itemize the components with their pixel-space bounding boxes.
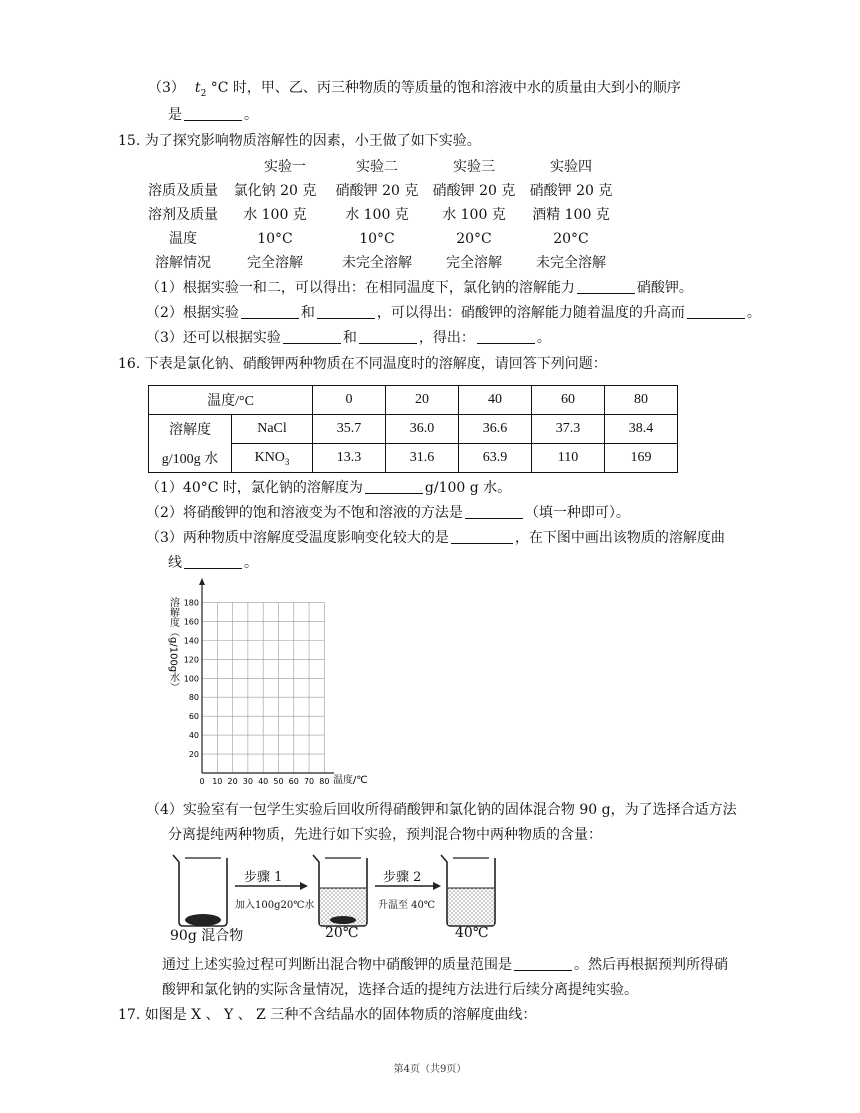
q14-part3-line1: （3） $t_2$ °C 时，甲、乙、丙三种物质的等质量的饱和溶液中水的质量由大到小的顺序 xyxy=(148,80,681,99)
y-tick-label: 160 xyxy=(183,617,199,627)
step1-label: 步骤 1 xyxy=(244,870,283,885)
x-tick-label: 50 xyxy=(273,777,284,786)
q15-part1: （1）根据实验一和二，可以得出：在相同温度下，氯化钠的溶解能力 硝酸钾。 xyxy=(146,280,693,296)
q16-part2: （2）将硝酸钾的饱和溶液变为不饱和溶液的方法是 （填一种即可）。 xyxy=(146,505,630,521)
q17-title: 17. 如图是 X 、 Y 、 Z 三种不含结晶水的固体物质的溶解度曲线： xyxy=(118,1007,537,1023)
solubility-label: 溶解度 xyxy=(149,415,232,444)
y-axis-label: 溶解度（g/100g水） xyxy=(167,597,179,693)
beaker-2-icon xyxy=(313,855,367,926)
q16-part1: （1）40°C 时，氯化钠的溶解度为 g/100 g 水。 xyxy=(146,480,512,496)
y-tick-label: 140 xyxy=(183,636,199,646)
answer-blank[interactable] xyxy=(577,279,635,294)
x-tick-label: 10 xyxy=(212,777,223,786)
answer-blank[interactable] xyxy=(365,479,423,494)
q16-part4-line2: 分离提纯两种物质，先进行如下实验，预判混合物中两种物质的含量： xyxy=(168,827,602,843)
x-tick-label: 20 xyxy=(227,777,238,786)
answer-blank[interactable] xyxy=(317,304,375,319)
answer-blank[interactable] xyxy=(477,329,535,344)
q15-part2: （2）根据实验 和 ，可以得出：硝酸钾的溶解能力随着温度的升高而 。 xyxy=(146,305,761,321)
answer-blank[interactable] xyxy=(184,554,242,569)
q15-row-solvent: 溶剂及质量 水 100 克 水 100 克 水 100 克 酒精 100 克 xyxy=(148,207,610,223)
nacl-label: NaCl xyxy=(232,415,313,444)
graph-grid xyxy=(202,602,324,773)
answer-blank[interactable] xyxy=(241,304,299,319)
answer-blank[interactable] xyxy=(359,329,417,344)
answer-blank[interactable] xyxy=(687,304,745,319)
y-tick-labels xyxy=(184,598,199,759)
y-tick-label: 60 xyxy=(188,712,199,722)
q15-row-temp: 温度 10°C 10°C 20°C 20°C xyxy=(169,231,589,247)
y-tick-label: 40 xyxy=(188,731,199,741)
step2-note: 升温至 40℃ xyxy=(378,900,436,911)
q14-part3-line2: 是 。 xyxy=(168,107,258,123)
x-tick-label: 0 xyxy=(199,777,205,786)
answer-blank[interactable] xyxy=(465,504,523,519)
x-axis-label: 温度/℃ xyxy=(333,775,368,786)
temp-header: 温度/°C xyxy=(149,386,313,415)
x-tick-label: 70 xyxy=(303,777,315,786)
step2-label: 步骤 2 xyxy=(383,870,422,885)
kno3-label: $KNO_3$ xyxy=(232,444,313,473)
q15-header-row: 实验一 实验二 实验三 实验四 xyxy=(264,159,592,175)
q15-row-dissolve: 溶解情况 完全溶解 未完全溶解 完全溶解 未完全溶解 xyxy=(155,255,606,271)
y-tick-label: 100 xyxy=(183,674,199,684)
x-tick-labels xyxy=(199,777,329,786)
beaker-1-icon xyxy=(173,855,227,926)
y-tick-label: 180 xyxy=(183,598,199,608)
q16-part4-line4: 酸钾和氯化钠的实际含量情况，选择合适的提纯方法进行后续分离提纯实验。 xyxy=(162,982,638,998)
q16-title: 16. 下表是氯化钠、硝酸钾两种物质在不同温度时的溶解度，请回答下列问题： xyxy=(118,356,607,372)
answer-blank[interactable] xyxy=(184,106,242,121)
solubility-graph[interactable] xyxy=(160,575,368,790)
page-footer: 第4页（共9页） xyxy=(393,1064,467,1075)
q15-part3: （3）还可以根据实验 和 ，得出： 。 xyxy=(146,330,551,346)
x-tick-label: 30 xyxy=(242,777,253,786)
q16-part4-line1: （4）实验室有一包学生实验后回收所得硝酸钾和氯化钠的固体混合物 90 g，为了选择合适方法 xyxy=(146,802,737,818)
beaker-3-icon xyxy=(441,855,495,926)
x-tick-label: 60 xyxy=(288,777,299,786)
answer-blank[interactable] xyxy=(283,329,341,344)
x-tick-label: 80 xyxy=(319,777,330,786)
graph-axes xyxy=(199,578,334,773)
answer-blank[interactable] xyxy=(514,956,572,971)
solubility-table: 温度/°C 0 20 40 60 80 溶解度 NaCl 35.7 36.0 36.6 37.3 38.4 g/100g 水 $KNO_3$ 13.3 31.6 63.9 110 169 xyxy=(148,385,678,473)
step1-note: 加入100g20℃水 xyxy=(235,900,315,911)
q15-title: 15. 为了探究影响物质溶解性的因素，小王做了如下实验。 xyxy=(118,133,481,149)
q16-part3-line2: 线 。 xyxy=(168,555,258,571)
solubility-unit: g/100g 水 xyxy=(149,444,232,473)
beaker3-label: 40℃ xyxy=(455,925,489,941)
y-tick-label: 20 xyxy=(188,750,199,760)
answer-blank[interactable] xyxy=(451,529,513,544)
q16-part4-line3: 通过上述实验过程可判断出混合物中硝酸钾的质量范围是 。然后再根据预判所得硝 xyxy=(162,957,728,973)
beaker2-label: 20℃ xyxy=(325,925,359,941)
q16-part3: （3）两种物质中溶解度受温度影响变化较大的是 ，在下图中画出该物质的溶解度曲 xyxy=(146,530,725,546)
y-tick-label: 80 xyxy=(188,693,199,703)
y-tick-label: 120 xyxy=(183,655,199,665)
y-axis-arrow xyxy=(199,578,205,585)
x-tick-label: 40 xyxy=(258,777,269,786)
q15-row-solute: 溶质及质量 氯化钠 20 克 硝酸钾 20 克 硝酸钾 20 克 硝酸钾 20 克 xyxy=(148,183,613,199)
beaker1-label: 90g 混合物 xyxy=(170,928,244,944)
